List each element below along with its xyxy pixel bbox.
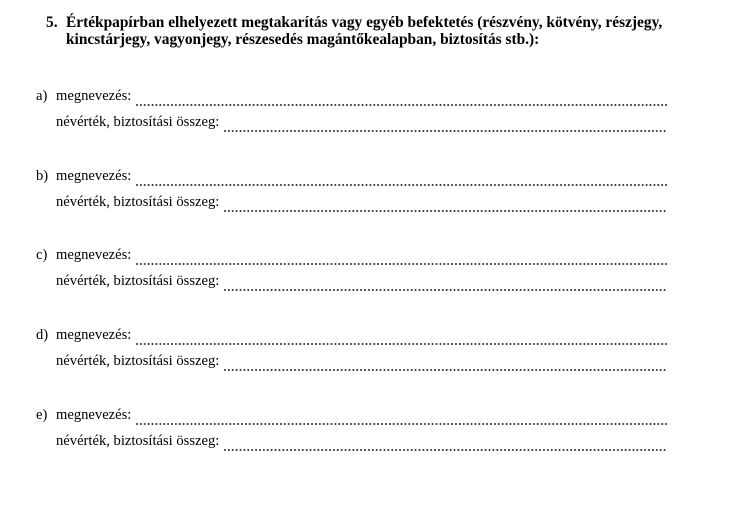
name-row xyxy=(36,88,667,114)
section-title: Értékpapírban elhelyezett megtakarítás vagy egyéb befektetés (részvény, kötvény, részjegy, kincstárjegy, vagyonjegy, részesedés magántőkealapban, biztosítás stb.): xyxy=(66,14,663,48)
item-letter: d) xyxy=(36,327,49,343)
name-label: megnevezés: xyxy=(56,168,132,184)
item-letter: e) xyxy=(36,407,48,423)
name-row xyxy=(36,327,667,353)
name-label: megnevezés: xyxy=(56,247,132,263)
investment-item-a xyxy=(36,88,667,140)
amount-label: névérték, biztosítási összeg: xyxy=(56,433,220,449)
amount-label: névérték, biztosítási összeg: xyxy=(56,353,220,369)
item-letter: b) xyxy=(36,168,49,184)
amount-row xyxy=(36,433,667,459)
amount-row xyxy=(36,273,667,299)
amount-row xyxy=(36,194,667,220)
amount-row xyxy=(36,114,667,140)
investment-item-b xyxy=(36,168,667,220)
amount-fill-line[interactable] xyxy=(223,449,667,451)
section-heading xyxy=(46,14,686,48)
name-row xyxy=(36,247,667,273)
amount-fill-line[interactable] xyxy=(223,369,667,371)
name-label: megnevezés: xyxy=(56,407,132,423)
item-letter: c) xyxy=(36,247,48,263)
amount-fill-line[interactable] xyxy=(223,210,667,212)
amount-row xyxy=(36,353,667,379)
investment-item-d xyxy=(36,327,667,379)
section-number: 5. xyxy=(46,14,58,31)
name-row xyxy=(36,407,667,433)
amount-fill-line[interactable] xyxy=(223,130,667,132)
name-fill-line[interactable] xyxy=(135,104,667,106)
name-label: megnevezés: xyxy=(56,327,132,343)
name-row xyxy=(36,168,667,194)
amount-label: névérték, biztosítási összeg: xyxy=(56,114,220,130)
name-fill-line[interactable] xyxy=(135,423,667,425)
name-fill-line[interactable] xyxy=(135,343,667,345)
item-letter: a) xyxy=(36,88,48,104)
amount-label: névérték, biztosítási összeg: xyxy=(56,194,220,210)
investment-item-e xyxy=(36,407,667,459)
name-fill-line[interactable] xyxy=(135,263,667,265)
name-label: megnevezés: xyxy=(56,88,132,104)
name-fill-line[interactable] xyxy=(135,184,667,186)
investment-item-c xyxy=(36,247,667,299)
amount-fill-line[interactable] xyxy=(223,289,667,291)
amount-label: névérték, biztosítási összeg: xyxy=(56,273,220,289)
